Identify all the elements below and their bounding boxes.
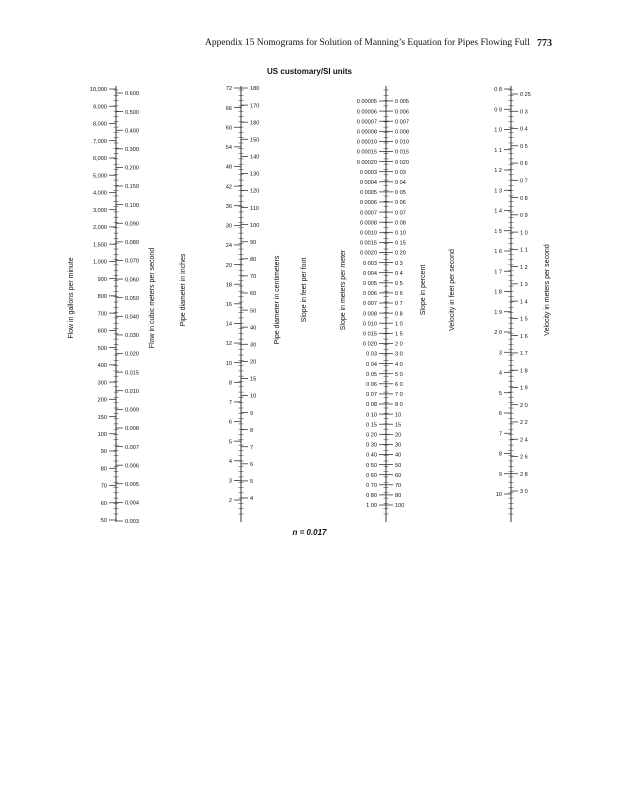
slope-left-axis-label: Slope in feet per foot	[301, 257, 308, 323]
flow-left-tick-label: 3,000	[93, 207, 107, 214]
slope-left-tick-label: 0 03	[366, 351, 377, 358]
slope-right-tick-label: 80	[395, 493, 402, 500]
slope-right-tick-label: 0 010	[395, 139, 409, 146]
slope-left-tick-label: 0 50	[366, 462, 377, 469]
slope-right-tick-label: 0 04	[395, 180, 406, 186]
diameter-left-tick-label: 8	[228, 380, 232, 387]
slope-left-tick-label: 0 00015	[356, 149, 377, 156]
diameter-left-tick-label: 60	[225, 125, 232, 132]
diameter-right-tick-label: 40	[250, 325, 257, 332]
diameter-right-tick-label: 170	[250, 103, 260, 110]
flow-right-tick-label: 0.015	[125, 370, 139, 377]
slope-right-tick-label: 1 0	[395, 321, 403, 328]
diameter-left-tick-label: 2	[228, 498, 232, 505]
diameter-left-tick-label: 7	[228, 400, 232, 407]
velocity-right-tick-label: 1 4	[520, 299, 528, 306]
slope-right-tick-label: 40	[395, 452, 402, 459]
flow-right-tick-label: 0.300	[125, 147, 139, 154]
slope-right-tick-label: 0 10	[395, 230, 406, 237]
slope-left-tick-label: 0 04	[366, 361, 377, 368]
diameter-right-tick-label: 120	[250, 188, 260, 195]
diameter-left-tick-label: 54	[225, 145, 232, 152]
slope-right-tick-label: 50	[395, 462, 402, 469]
slope-right-tick-label: 0 8	[395, 311, 403, 318]
diameter-left-tick-label: 18	[225, 282, 232, 289]
diameter-left-tick-label: 42	[225, 184, 232, 191]
flow-right-tick-label: 0.090	[125, 221, 139, 228]
diameter-right-tick-label: 8	[250, 427, 254, 434]
velocity-left-tick-label: 1 3	[494, 188, 502, 195]
flow-left-tick-label: 50	[100, 518, 107, 525]
diameter-left-tick-label: 24	[225, 243, 232, 250]
diameter-left-tick-label: 16	[225, 302, 232, 309]
slope-right-tick-label: 0 005	[395, 99, 409, 106]
flow-right-tick-label: 0.150	[125, 184, 139, 191]
slope-right-axis-label: Slope in percent	[420, 264, 427, 316]
velocity-right-tick-label: 0 7	[520, 178, 528, 185]
slope-left-axis-label-2: Slope in meters per meter	[340, 249, 347, 331]
flow-right-tick-label: 0.080	[125, 240, 139, 247]
diameter-right-tick-label: 15	[250, 376, 257, 383]
flow-left-tick-label: 8,000	[93, 121, 107, 128]
diameter-left-tick-label: 6	[228, 419, 232, 426]
slope-right-tick-label: 0 07	[395, 210, 406, 217]
slope-right-tick-label: 70	[395, 483, 402, 489]
velocity-right-tick-label: 1 2	[520, 264, 528, 271]
slope-left-tick-label: 0 008	[363, 311, 377, 318]
flow-right-tick-label: 0.006	[125, 463, 139, 470]
slope-right-tick-label: 0 15	[395, 240, 406, 247]
diameter-left-tick-label: 10	[225, 360, 232, 367]
slope-right-tick-label: 0 05	[395, 190, 406, 197]
diameter-right-tick-label: 130	[250, 171, 260, 178]
velocity-right-tick-label: 1 6	[520, 333, 528, 340]
flow-left-tick-label: 5,000	[93, 173, 107, 180]
flow-left-tick-label: 1,000	[93, 259, 107, 266]
diameter-left-tick-label: 48	[225, 164, 232, 171]
flow-right-tick-label: 0.020	[125, 351, 139, 358]
velocity-right-tick-label: 0 6	[520, 161, 528, 168]
diameter-right-tick-label: 140	[250, 154, 260, 161]
diameter-right-tick-label: 9	[250, 410, 254, 417]
velocity-left-tick-label: 1 9	[494, 309, 502, 316]
flow-right-tick-label: 0.600	[125, 91, 139, 98]
slope-left-tick-label: 0 015	[363, 331, 377, 338]
velocity-right-tick-label: 0 9	[520, 213, 528, 220]
flow-right-tick-label: 0.005	[125, 481, 139, 488]
slope-left-tick-label: 0 07	[366, 392, 377, 399]
diameter-left-tick-label: 72	[225, 86, 232, 93]
flow-right-tick-label: 0.008	[125, 426, 139, 433]
flow-left-tick-label: 500	[97, 345, 107, 352]
slope-left-tick-label: 0 70	[366, 483, 377, 489]
slope-left-tick-label: 0 0004	[359, 180, 377, 186]
slope-right-tick-label: 5 0	[395, 371, 403, 378]
diameter-left-tick-label: 20	[225, 262, 232, 269]
velocity-right-tick-label: 1 5	[520, 316, 528, 323]
flow-left-tick-label: 10,000	[89, 87, 107, 94]
diameter-right-tick-label: 20	[250, 359, 257, 366]
slope-right-tick-label: 0 20	[395, 250, 406, 257]
slope-left-tick-label: 0 0010	[359, 230, 377, 237]
slope-right-tick-label: 15	[395, 422, 402, 429]
flow-left-tick-label: 600	[97, 328, 107, 335]
slope-left-tick-label: 0 10	[366, 412, 377, 419]
nomogram-subtitle: US customary/SI units	[267, 67, 352, 76]
flow-left-tick-label: 4,000	[93, 190, 107, 197]
velocity-left-tick-label: 3	[498, 350, 502, 357]
diameter-right-tick-label: 60	[250, 291, 257, 298]
slope-left-tick-label: 0 80	[366, 493, 377, 500]
diameter-right-axis-label: Pipe diameter in centimeters	[274, 255, 281, 345]
diameter-right-tick-label: 6	[250, 462, 254, 469]
flow-right-tick-label: 0.200	[125, 165, 139, 172]
running-header-title: Appendix 15 Nomograms for Solution of Manning’s Equation for Pipes Flowing Full	[205, 38, 530, 48]
slope-right-tick-label: 3 0	[395, 351, 403, 358]
velocity-right-tick-label: 0 25	[520, 92, 531, 99]
flow-left-tick-label: 300	[97, 380, 107, 387]
flow-left-tick-label: 6,000	[93, 156, 107, 163]
flow-left-tick-label: 150	[97, 414, 107, 421]
flow-right-axis-label: Flow in cubic meters per second	[149, 247, 156, 349]
flow-right-tick-label: 0.010	[125, 388, 139, 395]
slope-right-tick-label: 30	[395, 442, 402, 449]
velocity-left-tick-label: 8	[498, 451, 502, 458]
flow-left-axis-label: Flow in gallons per minute	[68, 257, 75, 339]
velocity-left-tick-label: 6	[498, 411, 502, 418]
diameter-left-tick-label: 36	[225, 203, 232, 210]
slope-right-tick-label: 0 06	[395, 200, 406, 207]
diameter-right-tick-label: 10	[250, 393, 257, 400]
velocity-right-tick-label: 0 3	[520, 109, 528, 116]
velocity-left-tick-label: 1 0	[494, 127, 502, 134]
slope-right-tick-label: 0 007	[395, 119, 409, 126]
velocity-right-tick-label: 1 8	[520, 368, 528, 375]
velocity-right-tick-label: 3 0	[520, 489, 528, 496]
slope-left-tick-label: 0 06	[366, 382, 377, 388]
slope-right-tick-label: 0 020	[395, 159, 409, 166]
flow-left-tick-label: 100	[97, 432, 107, 438]
velocity-left-tick-label: 2 0	[494, 330, 502, 337]
velocity-left-tick-label: 1 8	[494, 289, 502, 296]
slope-left-tick-label: 0 005	[363, 281, 377, 287]
velocity-left-tick-label: 1 2	[494, 168, 502, 175]
slope-left-tick-label: 0 0020	[359, 250, 377, 257]
slope-right-tick-label: 10	[395, 412, 402, 419]
velocity-left-tick-label: 7	[498, 431, 502, 438]
diameter-left-tick-label: 30	[225, 223, 232, 230]
flow-right-tick-label: 0.040	[125, 314, 139, 321]
velocity-left-tick-label: 0 8	[494, 87, 502, 94]
flow-left-tick-label: 800	[97, 294, 107, 301]
slope-right-tick-label: 0 3	[395, 260, 403, 267]
velocity-right-tick-label: 2 6	[520, 454, 528, 461]
slope-right-tick-label: 0 008	[395, 129, 409, 136]
slope-left-tick-label: 0 020	[363, 341, 377, 348]
flow-right-tick-label: 0.050	[125, 295, 139, 302]
velocity-right-tick-label: 1 7	[520, 351, 528, 358]
diameter-right-tick-label: 180	[250, 120, 260, 127]
flow-left-tick-label: 80	[100, 466, 107, 473]
slope-right-tick-label: 0 03	[395, 169, 406, 176]
slope-right-tick-label: 0 7	[395, 301, 403, 308]
slope-right-tick-label: 0 6	[395, 291, 403, 298]
flow-left-tick-label: 900	[97, 276, 107, 283]
flow-left-tick-label: 700	[97, 311, 107, 318]
slope-right-tick-label: 100	[395, 503, 405, 510]
slope-right-tick-label: 8 0	[395, 402, 403, 409]
velocity-right-tick-label: 1 9	[520, 385, 528, 392]
diameter-right-tick-label: 5	[250, 479, 254, 486]
slope-left-tick-label: 0 00020	[356, 159, 377, 166]
diameter-left-tick-label: 5	[228, 439, 232, 446]
velocity-right-tick-label: 2 4	[520, 437, 528, 444]
flow-left-tick-label: 400	[97, 363, 107, 370]
velocity-left-tick-label: 10	[495, 492, 502, 499]
diameter-left-tick-label: 12	[225, 341, 232, 348]
slope-left-tick-label: 0 006	[363, 291, 377, 298]
diameter-right-tick-label: 180	[250, 86, 260, 93]
diameter-right-tick-label: 90	[250, 239, 257, 246]
diameter-left-tick-label: 3	[228, 478, 232, 485]
diameter-right-tick-label: 7	[250, 444, 254, 451]
flow-left-tick-label: 2,000	[93, 225, 107, 232]
slope-right-tick-label: 60	[395, 472, 402, 479]
slope-left-tick-label: 0 15	[366, 422, 377, 429]
velocity-left-tick-label: 0 9	[494, 107, 502, 114]
slope-right-tick-label: 0 4	[395, 270, 403, 277]
velocity-right-tick-label: 0 5	[520, 143, 528, 150]
slope-right-tick-label: 1 5	[395, 331, 403, 338]
slope-right-tick-label: 0 015	[395, 149, 409, 156]
flow-right-tick-label: 0.100	[125, 202, 139, 209]
slope-right-tick-label: 0 006	[395, 109, 409, 116]
diameter-right-tick-label: 80	[250, 257, 257, 264]
slope-left-tick-label: 0 00007	[356, 119, 377, 126]
diameter-right-tick-label: 4	[250, 496, 254, 503]
slope-right-tick-label: 7 0	[395, 392, 403, 399]
flow-left-tick-label: 90	[100, 449, 107, 456]
flow-right-tick-label: 0.030	[125, 333, 139, 340]
slope-left-tick-label: 0 20	[366, 432, 377, 439]
velocity-right-tick-label: 2 0	[520, 402, 528, 409]
velocity-right-tick-label: 1 0	[520, 230, 528, 237]
slope-left-tick-label: 0 00006	[356, 109, 377, 116]
flow-right-tick-label: 0.070	[125, 258, 139, 265]
velocity-left-tick-label: 1 4	[494, 208, 502, 215]
slope-left-tick-label: 0 0015	[359, 240, 377, 247]
flow-left-tick-label: 70	[100, 483, 107, 490]
diameter-left-tick-label: 4	[228, 458, 232, 465]
flow-left-tick-label: 200	[97, 397, 107, 404]
slope-left-tick-label: 0 0003	[359, 169, 377, 176]
velocity-right-tick-label: 2 8	[520, 471, 528, 478]
slope-left-tick-label: 0 0005	[359, 190, 377, 197]
flow-right-tick-label: 0.003	[125, 519, 139, 526]
velocity-left-tick-label: 9	[498, 471, 502, 478]
diameter-left-axis-label: Pipe diameter in inches	[180, 253, 187, 327]
page-number: 773	[537, 38, 552, 49]
velocity-left-tick-label: 1 7	[494, 269, 502, 276]
diameter-right-tick-label: 100	[250, 222, 260, 229]
velocity-left-tick-label: 4	[498, 370, 502, 377]
diameter-right-tick-label: 50	[250, 308, 257, 315]
flow-right-tick-label: 0.004	[125, 500, 139, 507]
slope-left-tick-label: 0 60	[366, 472, 377, 479]
slope-left-tick-label: 0 0006	[359, 200, 377, 207]
velocity-right-axis-label: Velocity in meters per second	[544, 244, 551, 336]
velocity-right-tick-label: 0 4	[520, 126, 528, 133]
diameter-right-tick-label: 70	[250, 274, 257, 281]
slope-left-tick-label: 1 00	[366, 503, 377, 510]
flow-left-tick-label: 7,000	[93, 138, 107, 145]
velocity-left-axis-label: Velocity in feet per second	[449, 249, 456, 331]
velocity-left-tick-label: 1 5	[494, 228, 502, 235]
slope-left-tick-label: 0 00005	[356, 99, 377, 106]
flow-right-tick-label: 0.007	[125, 444, 139, 451]
flow-right-tick-label: 0.400	[125, 128, 139, 135]
slope-right-tick-label: 4 0	[395, 361, 403, 368]
velocity-left-tick-label: 1 1	[494, 147, 502, 154]
velocity-left-tick-label: 5	[498, 390, 502, 397]
velocity-right-tick-label: 1 1	[520, 247, 528, 254]
diameter-left-tick-label: 66	[225, 105, 232, 112]
slope-right-tick-label: 0 08	[395, 220, 406, 227]
slope-left-tick-label: 0 05	[366, 371, 377, 378]
diameter-right-tick-label: 30	[250, 342, 257, 349]
diameter-right-tick-label: 150	[250, 137, 260, 144]
slope-left-tick-label: 0 003	[363, 260, 377, 267]
slope-left-tick-label: 0 00008	[356, 129, 377, 136]
diameter-left-tick-label: 14	[225, 321, 232, 328]
slope-left-tick-label: 0 40	[366, 452, 377, 459]
flow-right-tick-label: 0.500	[125, 109, 139, 116]
flow-left-tick-label: 1,500	[93, 242, 107, 249]
slope-left-tick-label: 0 00010	[356, 139, 377, 146]
slope-left-tick-label: 0 004	[363, 270, 377, 277]
slope-left-tick-label: 0 0007	[359, 210, 377, 217]
velocity-right-tick-label: 0 8	[520, 195, 528, 202]
flow-left-tick-label: 9,000	[93, 104, 107, 111]
slope-right-tick-label: 20	[395, 432, 402, 439]
slope-right-tick-label: 2 0	[395, 341, 403, 348]
slope-left-tick-label: 0 0008	[359, 220, 377, 227]
flow-right-tick-label: 0.060	[125, 277, 139, 284]
slope-left-tick-label: 0 010	[363, 321, 377, 328]
velocity-right-tick-label: 1 3	[520, 282, 528, 289]
diameter-right-tick-label: 110	[250, 205, 259, 212]
flow-left-tick-label: 60	[100, 500, 107, 507]
velocity-right-tick-label: 2 2	[520, 420, 528, 427]
slope-left-tick-label: 0 30	[366, 442, 377, 449]
slope-left-tick-label: 0 007	[363, 301, 377, 308]
flow-right-tick-label: 0.009	[125, 407, 139, 414]
roughness-coefficient-label: n = 0.017	[292, 528, 327, 537]
slope-right-tick-label: 6 0	[395, 382, 403, 388]
slope-left-tick-label: 0 08	[366, 402, 377, 409]
slope-right-tick-label: 0 5	[395, 281, 403, 287]
velocity-left-tick-label: 1 6	[494, 249, 502, 256]
